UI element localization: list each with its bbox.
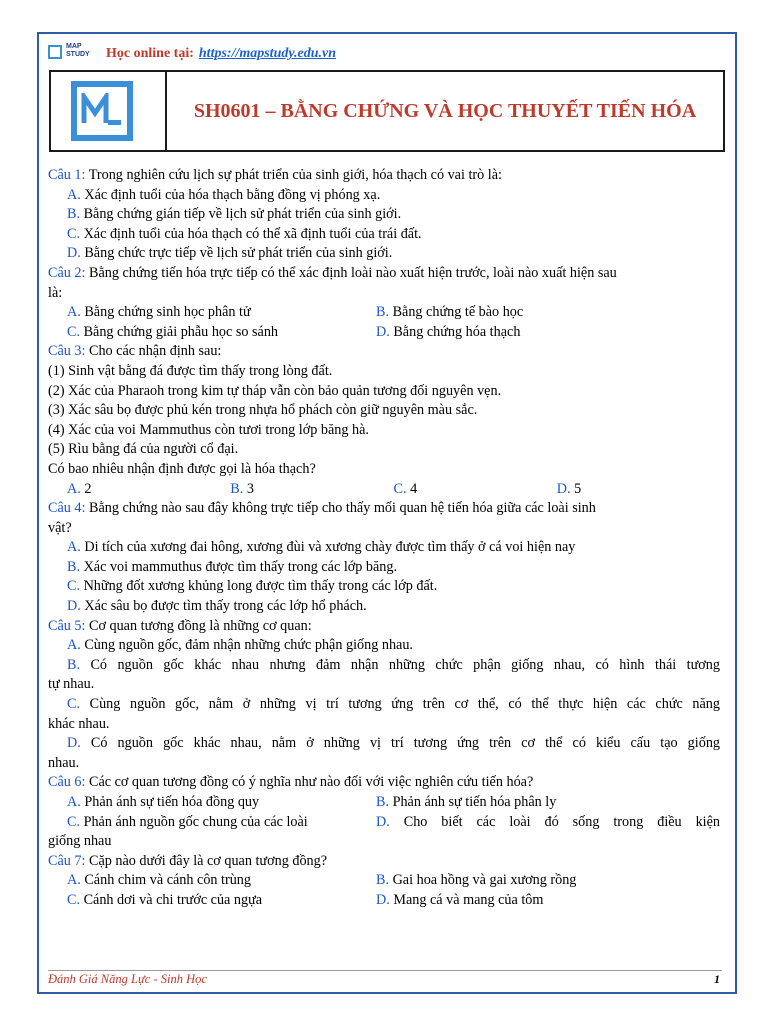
question-3: Câu 3: Cho các nhận định sau: bbox=[48, 343, 222, 360]
statement-2: (2) Xác của Pharaoh trong kim tự tháp vẫn còn bảo quản tương đối nguyên vẹn. bbox=[48, 382, 502, 399]
statement-5: (5) Rìu bằng đá của người cổ đại. bbox=[48, 441, 239, 458]
option-4d: D. Xác sâu bọ được tìm thấy trong các lớp hổ phách. bbox=[67, 598, 367, 615]
question-7: Câu 7: Cặp nào dưới đây là cơ quan tương đồng? bbox=[48, 852, 328, 869]
website-link[interactable]: https://mapstudy.edu.vn bbox=[198, 46, 337, 61]
question-4-cont: vật? bbox=[48, 519, 72, 536]
footer-divider bbox=[48, 970, 722, 971]
top-bar bbox=[46, 42, 336, 66]
options-6cd: C. Phản ánh nguồn gốc chung của các loài D. Cho biết các loài đó sống trong điều kiện bbox=[67, 813, 721, 830]
statement-3: (3) Xác sâu bọ được phủ kén trong nhựa hổ phách còn giữ nguyên màu sắc. bbox=[48, 402, 478, 419]
option-6d-cont: giống nhau bbox=[48, 833, 112, 850]
question-2-cont: là: bbox=[48, 284, 63, 301]
statement-1: (1) Sinh vật bằng đá được tìm thấy trong lòng đất. bbox=[48, 362, 333, 379]
question-5: Câu 5: Cơ quan tương đồng là những cơ quan: bbox=[48, 617, 312, 634]
logo-cell bbox=[51, 72, 167, 150]
question-list bbox=[48, 166, 720, 911]
options-2cd: C. Bằng chứng giải phẫu học so sánh D. Bằng chứng hóa thạch bbox=[67, 323, 521, 340]
option-5d-cont: nhau. bbox=[48, 754, 80, 771]
option-5d: D. Có nguồn gốc khác nhau, nằm ở những vị trí tương ứng trên cơ thể có kiểu cấu tạo giống bbox=[67, 735, 721, 752]
option-4b: B. Xác voi mammuthus được tìm thấy trong các lớp băng. bbox=[67, 558, 398, 575]
title-box bbox=[49, 70, 725, 152]
question-4: Câu 4: Bằng chứng nào sau đây không trực tiếp cho thấy mối quan hệ tiến hóa giữa các loài sinh bbox=[48, 500, 596, 517]
options-7cd: C. Cánh dơi và chi trước của ngựa D. Mang cá và mang của tôm bbox=[67, 891, 544, 908]
option-1a: A. Xác định tuổi của hóa thạch bằng đồng vị phóng xạ. bbox=[67, 186, 381, 203]
document-title: SH0601 – BẰNG CHỨNG VÀ HỌC THUYẾT TIẾN HÓA bbox=[193, 99, 697, 122]
statement-4: (4) Xác của voi Mammuthus còn tươi trong lớp băng hà. bbox=[48, 421, 369, 438]
footer-subject: Đánh Giá Năng Lực - Sinh Học bbox=[48, 972, 207, 986]
option-1b: B. Bằng chứng gián tiếp về lịch sử phát triển của sinh giới. bbox=[67, 206, 402, 223]
question-1: Câu 1: Trong nghiên cứu lịch sự phát triển của sinh giới, hóa thạch có vai trò là: bbox=[48, 167, 502, 183]
option-1d: D. Bằng chức trực tiếp về lịch sử phát triển của sinh giới. bbox=[67, 245, 393, 262]
options-7ab: A. Cánh chim và cánh côn trùng B. Gai hoa hồng và gai xương rồng bbox=[67, 872, 577, 889]
option-1c: C. Xác định tuổi của hóa thạch có thể xã định tuổi của trái đất. bbox=[67, 225, 422, 242]
option-5c-cont: khác nhau. bbox=[48, 715, 110, 732]
question-6: Câu 6: Các cơ quan tương đồng có ý nghĩa như nào đối với việc nghiên cứu tiến hóa? bbox=[48, 774, 534, 791]
online-label: Học online tại: bbox=[106, 46, 194, 61]
option-5b: B. Có nguồn gốc khác nhau nhưng đảm nhận những chức phận giống nhau, có hình thái tương bbox=[67, 656, 720, 673]
mapstudy-small-logo: MAP STUDY bbox=[46, 43, 92, 65]
option-4a: A. Di tích của xương đai hông, xương đùi và xương chày được tìm thấy ở cá voi hiện nay bbox=[67, 539, 576, 556]
options-2ab: A. Bằng chứng sinh học phân tử B. Bằng chứng tế bào học bbox=[67, 304, 524, 321]
options-6ab: A. Phản ánh sự tiến hóa đồng quy B. Phản ánh sự tiến hóa phân ly bbox=[67, 794, 557, 810]
option-5c: C. Cùng nguồn gốc, nằm ở những vị trí tương ứng trên cơ thể, có thể thực hiện các chức năng bbox=[67, 696, 720, 713]
option-5a: A. Cùng nguồn gốc, đảm nhận những chức phận giống nhau. bbox=[67, 637, 413, 654]
mapstudy-logo-icon bbox=[71, 81, 133, 141]
question-3-ask: Có bao nhiêu nhận định được gọi là hóa thạch? bbox=[48, 460, 316, 477]
option-5b-cont: tự nhau. bbox=[48, 676, 95, 693]
option-4c: C. Những đốt xương khủng long được tìm thấy trong các lớp đất. bbox=[67, 578, 438, 595]
options-3: A. 2 B. 3 C. 4 D. 5 bbox=[67, 480, 582, 497]
page-number: 1 bbox=[714, 972, 720, 986]
question-2: Câu 2: Bằng chứng tiến hóa trực tiếp có thể xác định loài nào xuất hiện trước, loài nào xuất hiện sau bbox=[48, 264, 617, 281]
